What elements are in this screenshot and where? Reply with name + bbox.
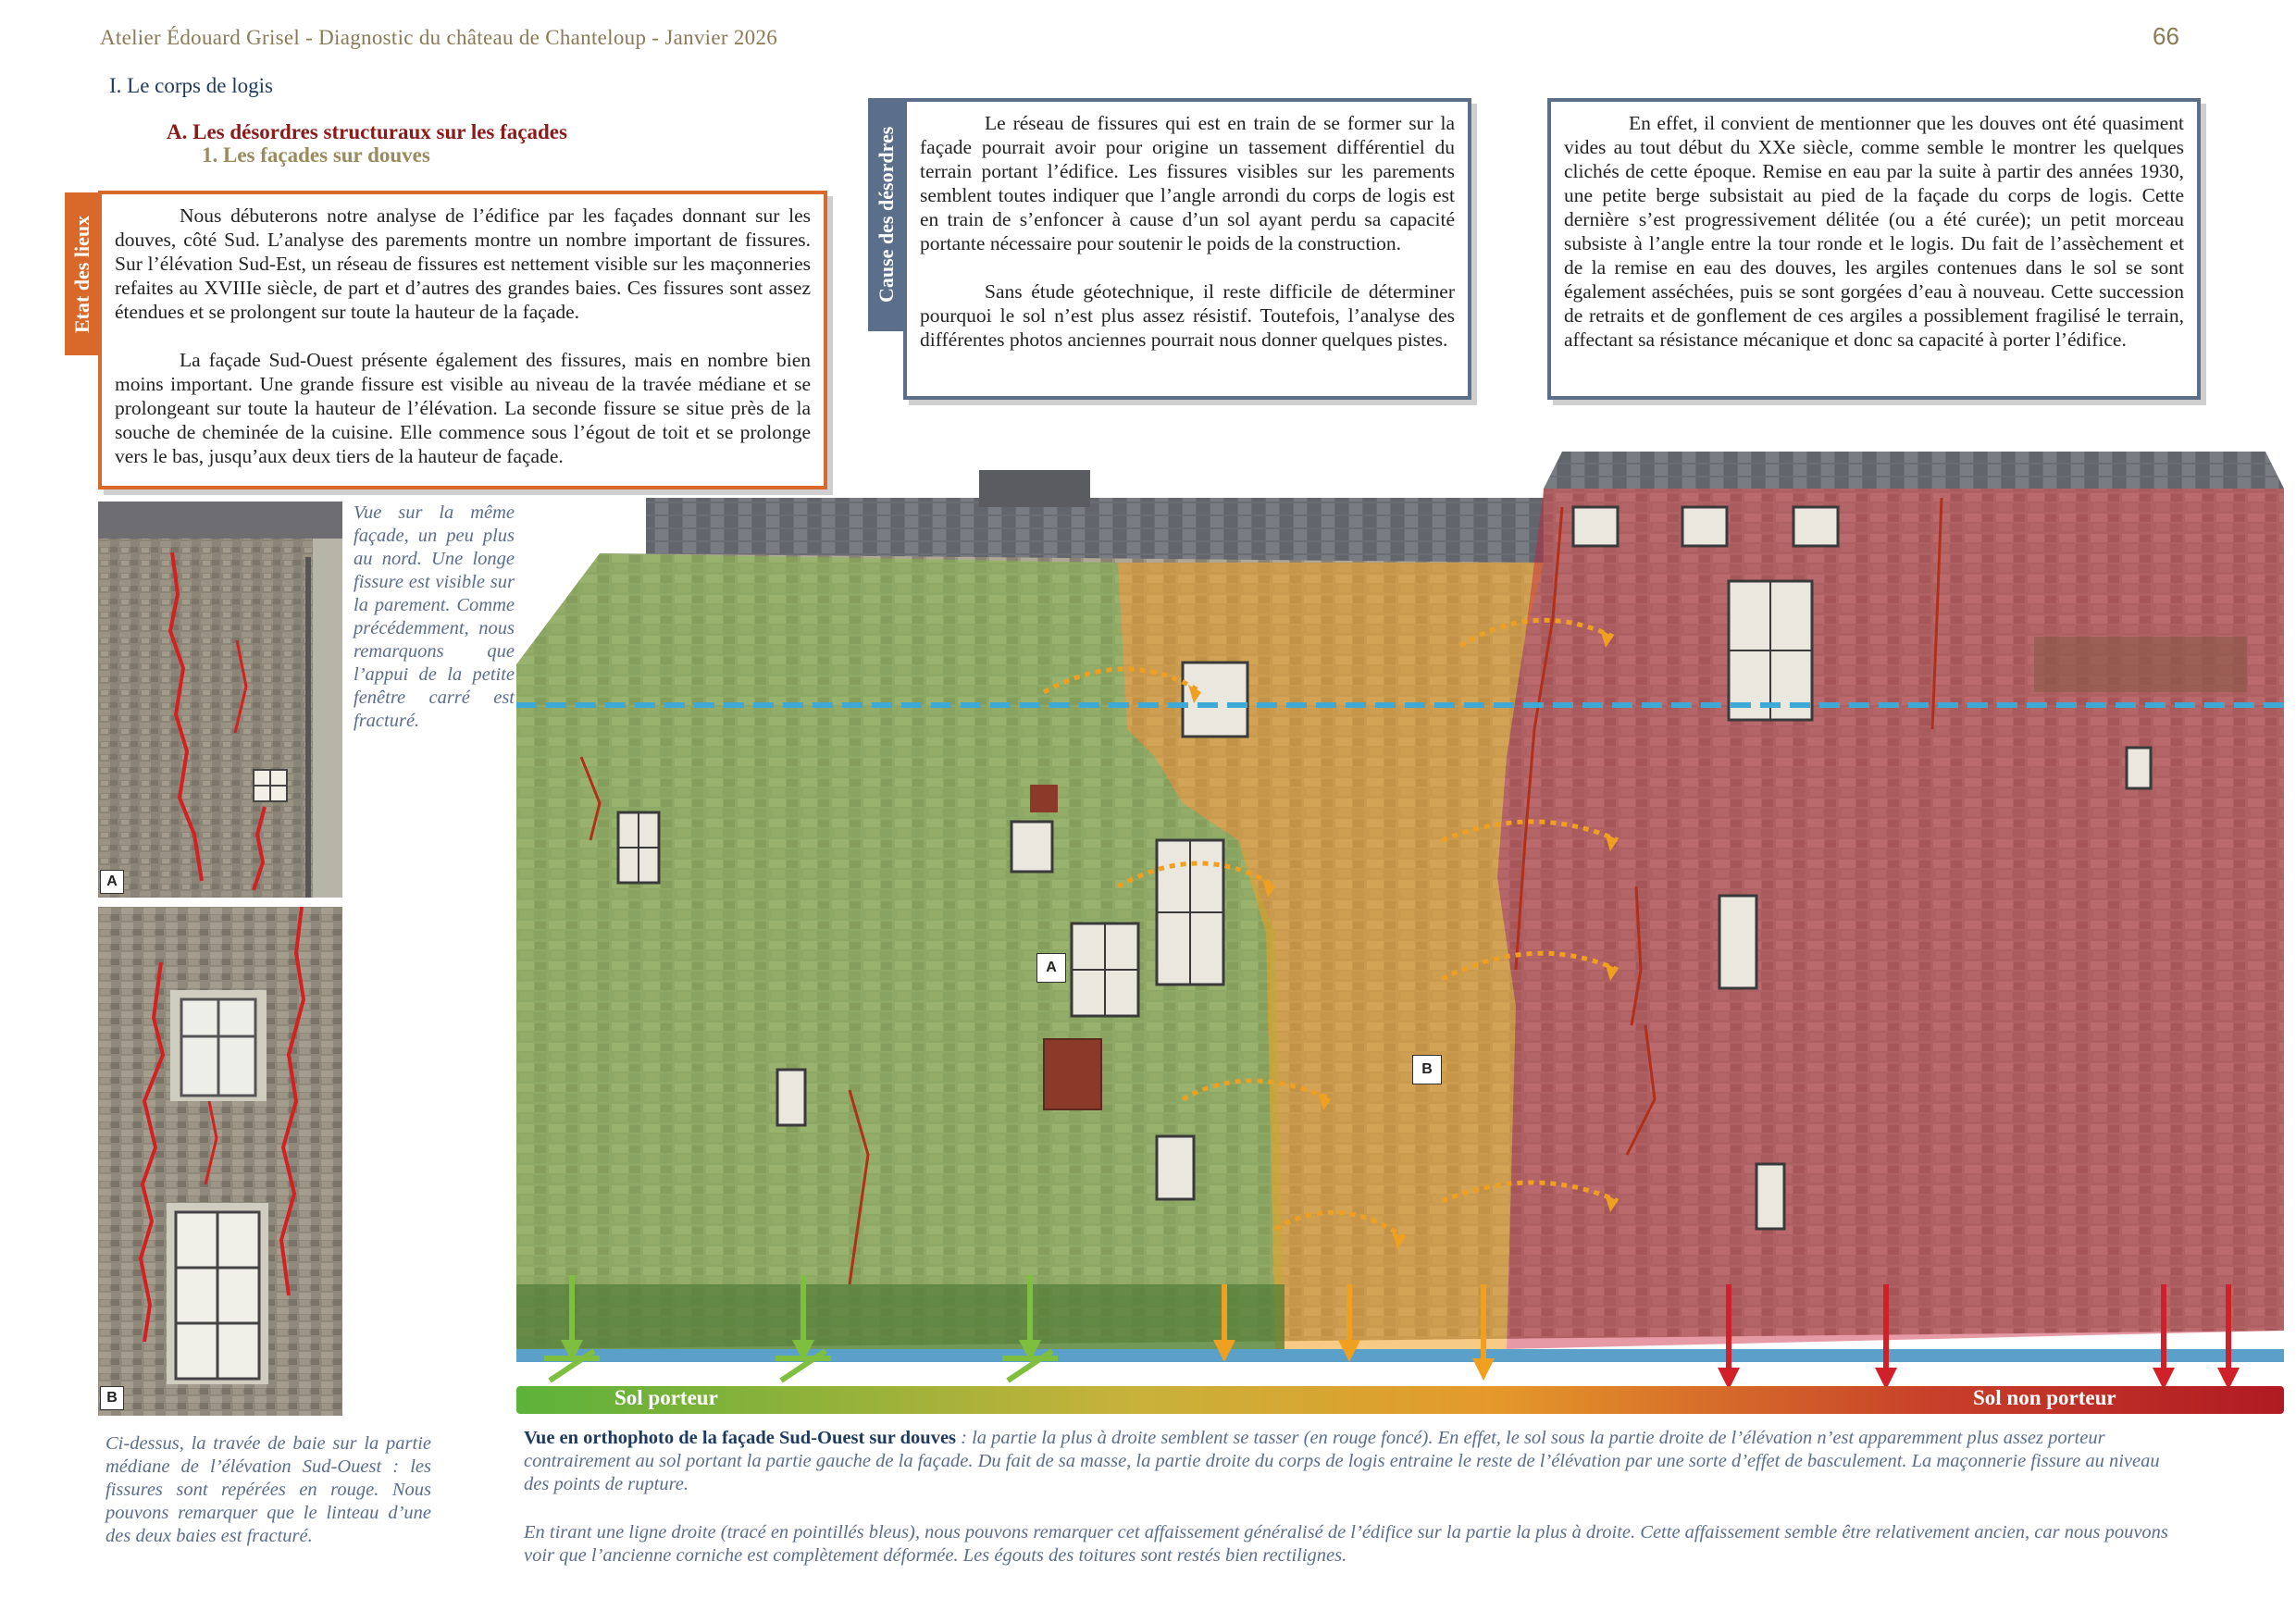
orthophoto-marker-b: B — [1412, 1055, 1442, 1084]
photo-a-label: A — [100, 870, 124, 894]
sol-non-porteur-label: Sol non porteur — [1973, 1386, 2116, 1409]
heading-level-1: I. Le corps de logis — [109, 74, 273, 97]
cause-desordres-tab — [868, 98, 905, 331]
orthophoto-image — [516, 452, 2284, 1418]
cause-desordres-box — [903, 98, 1471, 400]
sol-porteur-label: Sol porteur — [614, 1386, 718, 1409]
douves-box — [1547, 98, 2201, 400]
etat-des-lieux-box — [98, 191, 827, 489]
running-header: Atelier Édouard Grisel - Diagnostic du château de Chanteloup - Janvier 2026 — [100, 26, 778, 49]
photo-a-image — [98, 502, 342, 898]
etat-des-lieux-tab-label: Etat des lieux — [70, 215, 93, 333]
etat-des-lieux-paragraph-1: Nous débuterons notre analyse de l’édifice par les façades donnant sur les douves, côté Sud. L’analyse des parements montre un nombre important de fissures. Sur l’élévation Sud-Est, un réseau de fissures est nettement visible sur les maçonneries refaites au XVIIIe siècle, de part et d’autres des grandes baies. Ces fissures sont assez étendues et se prolongent sur toute la hauteur de la façade. — [115, 204, 811, 323]
heading-level-2: A. Les désordres structuraux sur les façades — [167, 120, 567, 143]
photo-b-label: B — [100, 1386, 124, 1410]
cause-desordres-paragraph-2: Sans étude géotechnique, il reste difficile de déterminer pourquoi le sol n’est plus assez résistif. Toutefois, l’analyse des différentes photos anciennes pourrait nous donner quelques pistes. — [920, 280, 1455, 351]
orthophoto-caption-title: Vue en orthophoto de la façade Sud-Ouest sur douves — [524, 1428, 957, 1448]
photo-b-caption: Ci-dessus, la travée de baie sur la partie médiane de l’élévation Sud-Ouest : les fissures sont repérées en rouge. Nous pouvons remarquer que le linteau d’une des deux baies est fracturé. — [105, 1433, 431, 1546]
orthophoto-caption-text-2: En tirant une ligne droite (tracé en pointillés bleus), nous pouvons remarquer cet affaissement généralisé de l’édifice sur la partie la plus à droite. Cette affaissement semble être relativement ancien, car nous pouvons voir que l’ancienne corniche est complètement déformée. Les égouts des toitures sont restés bien rectilignes. — [524, 1522, 2168, 1566]
orthophoto-marker-a: A — [1036, 953, 1066, 983]
cause-desordres-paragraph-1: Le réseau de fissures qui est en train de se former sur la façade pourrait avoir pour origine un tassement différentiel du terrain portant l’édifice. Les fissures visibles sur les parements semblent toutes indiquer que l’angle arrondi du corps de logis est en train de s’enfoncer à cause d’un sol ayant perdu sa capacité portante nécessaire pour soutenir le poids de la construction. — [920, 112, 1455, 254]
photo-a-caption: Vue sur la même façade, un peu plus au nord. Une longe fissure est visible sur la parement. Comme précédemment, nous remarquons que l’appui de la petite fenêtre carré est fracturé. — [354, 502, 515, 731]
orthophoto-caption — [524, 1427, 2180, 1496]
photo-a — [98, 502, 342, 898]
heading-level-3: 1. Les façades sur douves — [202, 143, 430, 167]
photo-b-image — [98, 907, 342, 1416]
orthophoto-caption-text-1: : la partie la plus à droite semblent se tasser (en rouge foncé). En effet, le sol sous la partie droite de l’élévation n’est apparemment plus assez porteur contrairement au sol portant la partie gauche de la façade. Du fait de sa masse, la partie droite du corps de logis entraine le reste de l’élévation par une sorte d’effet de basculement. La maçonnerie fissure au niveau des points de rupture. — [524, 1428, 2160, 1494]
etat-des-lieux-tab — [65, 192, 100, 355]
cause-desordres-tab-label: Cause des désordres — [875, 126, 898, 304]
page-number: 66 — [2153, 22, 2179, 50]
etat-des-lieux-paragraph-2: La façade Sud-Ouest présente également des fissures, mais en nombre bien moins important. Une grande fissure est visible au niveau de la travée médiane et se prolongeant sur toute la hauteur de l’élévation. La seconde fissure se situe près de la souche de cheminée de la cuisine. Elle commence sous l’égout de toit et se prolonge vers le bas, jusqu’aux deux tiers de la hauteur de façade. — [115, 349, 811, 467]
orthophoto-facade — [516, 452, 2284, 1418]
photo-b — [98, 907, 342, 1416]
douves-paragraph: En effet, il convient de mentionner que les douves ont été quasiment vides au tout début du XXe siècle, comme semble le montrer les quelques clichés de cette époque. Remise en eau par la suite à partir des années 1930, une petite berge subsistait au pied de la façade du corps de logis. Cette dernière s’est progressivement délitée (ou a été curée); un petit morceau subsiste à l’angle entre la tour ronde et le logis. Du fait de l’assèchement et de la remise en eau des douves, les argiles contenues dans le sol se sont également asséchées, puis se sont gorgées d’eau à nouveau. Cette succession de retraits et de gonflement de ces argiles a possiblement fragilisé le terrain, affectant sa résistance mécanique et donc sa capacité à porter l’édifice. — [1564, 112, 2184, 351]
